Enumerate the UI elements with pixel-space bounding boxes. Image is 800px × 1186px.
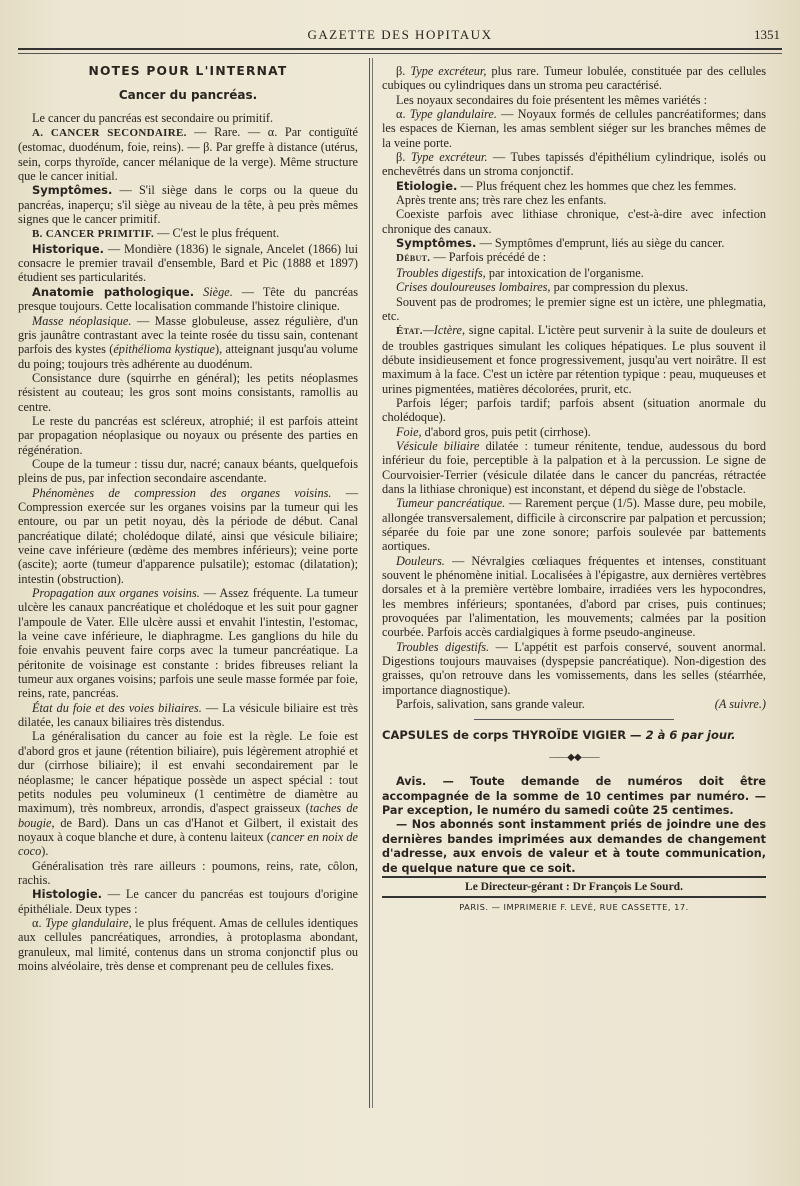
continuation-note: (A suivre.) xyxy=(714,697,766,712)
italic-text: épithélioma kystique xyxy=(113,342,216,357)
paragraph xyxy=(18,314,358,371)
paragraph-text: d'abord gros, puis petit (cirrhose). xyxy=(421,424,591,439)
italic-text: Foie, xyxy=(396,424,422,439)
paragraph-text: — Plus fréquent chez les hommes que chez les femmes. xyxy=(457,178,737,193)
paragraph-text: — Rarement perçue (1/5). Masse dure, peu mobile, allongée transversalement, difficile à circonscrire par palpation et percussion; séparée du foie par une zone sonore; parfois soulevée par battements aortiques. xyxy=(382,496,766,554)
notice-heading: Avis. xyxy=(396,775,427,789)
paragraph xyxy=(18,183,358,226)
italic-text: Crises douloureuses lombaires, xyxy=(396,280,551,295)
paragraph-text: — La vésicule biliaire est très dilatée, les canaux biliaires très distendus. xyxy=(18,700,358,730)
paragraph xyxy=(382,640,766,697)
paragraph xyxy=(382,439,766,496)
list-marker: α. xyxy=(396,107,410,122)
right-column xyxy=(382,64,766,915)
paragraph-text: Parfois, salivation, sans grande valeur. xyxy=(396,697,585,712)
advertisement-block xyxy=(382,719,766,742)
divider xyxy=(474,719,674,720)
paragraph-text: signe capital. L'ictère peut survenir à la suite de douleurs et de troubles gastriques simulant les coliques hépatiques. Le plus souvent il débute insidieusement et fonce progressivement, jusqu'au vert noirâtre. Il est maximum à la face. C'est un ictère par rétention typique : peau, muqueuses et urines pigmentées, matières décolorées, prurit, etc. xyxy=(382,323,766,396)
italic-text: cancer en noix de coco xyxy=(18,829,358,859)
paragraph xyxy=(18,125,358,183)
notice-block xyxy=(382,775,766,876)
paragraph: Consistance dure (squirrhe en général); les petits néoplasmes résistent au couteau; les gros sont moins consistants, ramollis au centre. xyxy=(18,370,358,414)
paragraph xyxy=(382,554,766,640)
paragraph-text: — Mondière (1836) le signale, Ancelet (1866) lui consacre le premier travail d'ensemble, Bard et Pic (1888 et 1897) étudient ses particularités. xyxy=(18,241,358,285)
list-marker: β. xyxy=(396,150,411,165)
heading-inline: A. CANCER SECONDAIRE. xyxy=(32,127,187,140)
header-rule xyxy=(18,48,782,50)
column-divider xyxy=(369,58,370,1108)
italic-text: Type glandulaire, xyxy=(45,915,132,930)
paragraph-text: — Rare. — α. Par contiguïté (estomac, duodénum, foie, reins). — β. Par greffe à distance (utérus, sein, corps thyroïde, cancer mélanique de la verge). Même structure que le cancer initial. xyxy=(18,125,358,184)
heading-inline: Début. xyxy=(396,252,431,265)
paragraph: Les noyaux secondaires du foie présentent les mêmes variétés : xyxy=(396,92,708,107)
paragraph: Généralisation très rare ailleurs : poumons, reins, rate, côlon, rachis. xyxy=(18,858,358,887)
page-number: 1351 xyxy=(754,27,780,42)
page-header-title: GAZETTE DES HOPITAUX xyxy=(307,27,493,42)
italic-text: Troubles digestifs. xyxy=(396,639,490,654)
paragraph-text: — L'appétit est parfois conservé, souvent anormal. Digestions toujours mauvaises (dyspepsie pancréatique). Non-digestion des graisses, qu'on retrouve dans les vomissements, dans les selles (stéarrhée, importance diagnostique). xyxy=(382,639,766,697)
heading-inline: Symptômes. xyxy=(396,236,477,251)
notice-text: — Toute demande de numéros doit être accompagnée de la somme de 10 centimes par numéro. — Par exception, le numéro du samedi coûte 25 centimes. xyxy=(382,775,766,817)
advertisement-dose: — 2 à 6 par jour. xyxy=(626,728,736,743)
paragraph-text: le plus fréquent. Amas de cellules identiques aux cellules pancréatiques, arrondies, à protoplasma abondant, granuleux, mal limité, contenus dans un stroma conjonctif plus ou moins alvéolaire, très dense et comprenant peu de cellules fixes. xyxy=(18,915,359,973)
italic-text: Phénomènes de compression des organes voisins. xyxy=(32,485,332,500)
paragraph-text: — Névralgies cœliaques fréquentes et intenses, constituant souvent le phénomène initial. Localisées à l'épigastre, aux dernières vertèbres dorsales et à la première vertèbre lombaire, irradiées vers les hypocondres, les membres inférieurs; spontanées, d'abord par crises, puis continues; provoquées par l'alimentation, les mouvements; calmées par la position courbée. Parfois accès cardialgiques à forme pseudo-angineuse. xyxy=(382,553,766,640)
heading-inline: Etiologie. xyxy=(396,178,458,193)
paragraph: Parfois léger; parfois tardif; parfois absent (situation anormale du cholédoque). xyxy=(382,395,766,425)
paragraph-text: — Parfois précédé de : xyxy=(430,250,547,265)
advertisement-text: CAPSULES de corps THYROÏDE VIGIER xyxy=(382,728,627,743)
italic-text: taches de bougie xyxy=(18,801,358,830)
article-subtitle: Cancer du pancréas. xyxy=(118,88,258,103)
printer-line: PARIS. — IMPRIMERIE F. LEVÉ, RUE CASSETTE, 17. xyxy=(459,902,689,913)
paragraph-text: — Assez fréquente. La tumeur ulcère les canaux pancréatique et cholédoque et les suit pour gagner l'ampoule de Vater. Elle ulcère aussi et envahit l'intestin, l'estomac, la veine cave inférieure, le diaphragme. Les ganglions du hile du foie envahis peuvent faire corps avec la tumeur pancréatique. La péritonite de voisinage est constante : brides fibreuses reliant la tumeur aux organes voisins; parfois une seule masse formée par foie, reins, rate, pancréas. xyxy=(18,586,358,701)
paragraph: Le cancer du pancréas est secondaire ou primitif. xyxy=(32,110,274,125)
column-divider-inner xyxy=(372,58,373,1108)
paragraph xyxy=(18,242,358,285)
director-line: Le Directeur-gérant : Dr François Le Sourd. xyxy=(382,876,766,898)
paragraph xyxy=(382,323,766,396)
paragraph xyxy=(382,496,766,553)
paragraph: Souvent pas de prodromes; le premier signe est un ictère, une phlegmatia, etc. xyxy=(382,294,766,323)
paragraph xyxy=(382,64,766,93)
paragraph-text: — S'il siège dans le corps ou la queue du pancréas, inaperçu; s'il siège au niveau de la tête, à peu près mêmes signes que le cancer primitif. xyxy=(18,183,358,227)
italic-text: État du foie et des voies biliaires. xyxy=(32,700,202,715)
italic-text: Douleurs. xyxy=(396,553,445,568)
paragraph-text: par compression du plexus. xyxy=(550,280,689,295)
heading-inline: Historique. xyxy=(32,241,105,256)
notice-paragraph: — Nos abonnés sont instamment priés de joindre une des dernières bandes imprimées aux demandes de changement d'adresse, aux envois de valeur et à toute communication, de quelque nature que ce soit. xyxy=(382,818,766,875)
list-marker: β. xyxy=(396,64,411,78)
paragraph xyxy=(18,586,358,701)
header-rule-thin xyxy=(18,53,782,54)
paragraph xyxy=(18,701,358,730)
notice-paragraph xyxy=(382,775,766,818)
paragraph-text: La généralisation du cancer au foie est la règle. Le foie est d'abord gros et jaune (rétention biliaire), puis légèrement atrophié et dur (cirrhose biliaire); il est envahi secondairement par le néoplasme; le cancer hépatique possède un aspect spécial : tout petits nodules peu volumineux (1 centimètre de diamètre au maximum), très nombreux, arrondis, d'aspect graisseux ( xyxy=(18,729,358,816)
left-column xyxy=(18,64,358,973)
list-marker: α. xyxy=(32,915,46,930)
italic-text: Tumeur pancréatique. xyxy=(396,496,506,511)
paragraph-text: ). xyxy=(41,844,49,859)
paragraph-text: dilatée : tumeur rénitente, tendue, audessous du bord inférieur du foie, perceptible à la palpation et à la percussion. Le signe de Courvoisier-Terrier (vésicule dilatée dans le cancer du pancréas, rétractée dans la lithiase chronique) est inconstant, et dépend du siège de l'obstacle. xyxy=(382,438,766,496)
paragraph xyxy=(18,887,358,916)
paragraph xyxy=(382,280,766,294)
paragraph-text: — C'est le plus fréquent. xyxy=(154,226,280,241)
paragraph-text: — Tête du pancréas presque toujours. Cette localisation commande l'histoire clinique. xyxy=(18,284,358,314)
paragraph-text: — Compression exercée sur les organes voisins par la tumeur qui les entoure, ou par un petit noyau, dès la période de début. Canal pancréatique dilaté; cholédoque dilaté, ainsi que vésicule biliaire; veine cave inférieure (œdème des membres inférieurs); veine porte (ascite); aorte (tumeur d'apparence pulsatile); estomac (dilatation); intestin (obstruction). xyxy=(18,485,358,586)
paragraph: Coupe de la tumeur : tissu dur, nacré; canaux béants, quelquefois pleins de pus, par infection secondaire ascendante. xyxy=(18,456,358,486)
heading-inline: B. CANCER PRIMITIF. xyxy=(32,228,155,241)
italic-text: Siège. xyxy=(203,284,233,299)
paragraph-text: par intoxication de l'organisme. xyxy=(485,265,644,280)
italic-text: Propagation aux organes voisins. xyxy=(32,586,200,601)
italic-text: Masse néoplasique. xyxy=(32,313,132,328)
paragraph xyxy=(382,250,766,265)
advertisement-line xyxy=(382,728,766,742)
italic-text: Type glandulaire. xyxy=(409,107,497,122)
heading-inline: Histologie. xyxy=(32,887,102,902)
italic-text: Type excréteur, xyxy=(410,64,487,78)
heading-inline: Anatomie pathologique. xyxy=(32,284,195,299)
paragraph xyxy=(382,107,766,150)
paragraph xyxy=(382,179,766,193)
paragraph xyxy=(382,266,766,280)
paragraph-text: — Noyaux formés de cellules pancréatiformes; dans les espaces de Kiernan, les amas semblent siéger sur les branches mêmes de la veine porte. xyxy=(382,107,767,150)
paragraph-text: — Masse globuleuse, assez régulière, d'un gris jaunâtre contrastant avec la teinte rosée du tissu sain, contenant parfois des kystes ( xyxy=(18,313,359,357)
paragraph-text: — Le cancer du pancréas est toujours d'origine épithéliale. Deux types : xyxy=(18,887,358,916)
paragraph xyxy=(18,486,358,586)
italic-text: —Ictère, xyxy=(422,323,466,338)
paragraph-text: ), atteignant jusqu'au volume du poing; toujours très adhérente au duodénum. xyxy=(18,342,358,371)
ornament-divider: ——◆◆—— xyxy=(549,751,599,763)
paragraph xyxy=(382,150,766,179)
paragraph: Le reste du pancréas est scléreux, atrophié; il est parfois atteint par propagation néoplasique ou noyaux ou présente des parties en régénération. xyxy=(18,413,358,457)
paragraph: Coexiste parfois avec lithiase chronique, c'est-à-dire avec infection chronique des canaux. xyxy=(382,207,766,236)
paragraph xyxy=(382,697,766,711)
paragraph xyxy=(18,916,358,973)
paragraph xyxy=(382,236,766,250)
paragraph-text: , de Bard). Dans un cas d'Hanot et Gilbert, il existait des noyaux à coque blanche et dure, à contenu laiteux ( xyxy=(18,815,358,844)
paragraph: Après trente ans; très rare chez les enfants. xyxy=(396,193,607,208)
paragraph xyxy=(18,226,358,241)
paragraph-text: plus rare. Tumeur lobulée, constituée par des cellules cubiques ou cylindriques dans un stroma peu caractérisé. xyxy=(382,64,766,93)
paragraph-text: — Tubes tapissés d'épithélium cylindrique, isolés ou enchevêtrés dans un stroma conjonctif. xyxy=(382,150,767,179)
paragraph xyxy=(382,425,766,439)
italic-text: Type excréteur. xyxy=(410,150,488,165)
heading-inline: État. xyxy=(396,325,423,338)
heading-inline: Symptômes. xyxy=(32,183,113,198)
paragraph xyxy=(18,285,358,314)
italic-text: Troubles digestifs, xyxy=(396,265,486,280)
paragraph-text: — Symptômes d'emprunt, liés au siège du cancer. xyxy=(476,236,725,251)
section-title: NOTES POUR L'INTERNAT xyxy=(88,64,288,78)
italic-text: Vésicule biliaire xyxy=(396,438,480,453)
paragraph xyxy=(18,729,358,858)
